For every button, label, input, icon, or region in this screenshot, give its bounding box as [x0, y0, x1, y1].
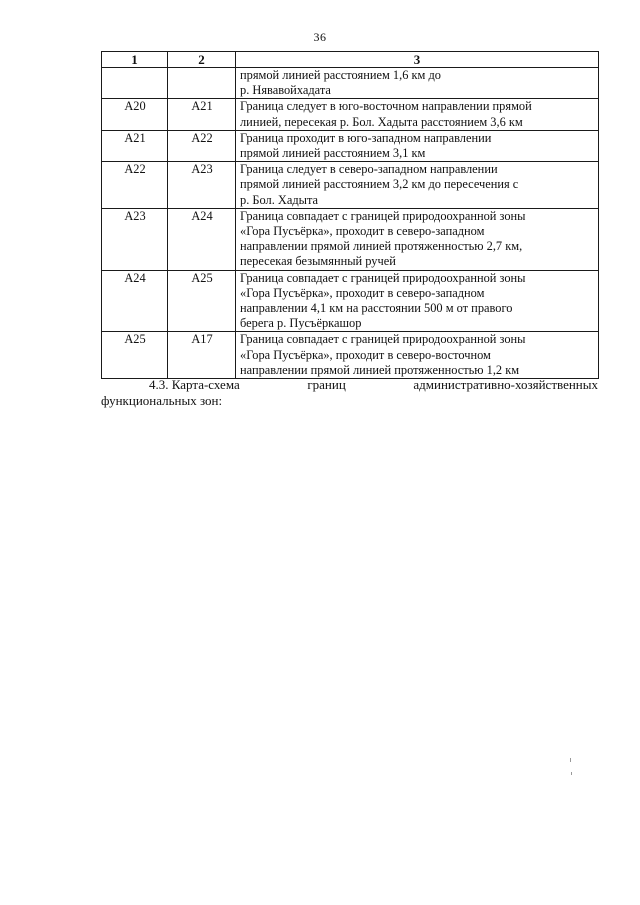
section-heading-word-3: административно-хозяйственных	[413, 377, 598, 392]
table-row	[102, 68, 599, 99]
boundary-description-cell	[236, 332, 599, 379]
description-line: Граница совпадает с границей природоохранной зоны	[240, 332, 526, 347]
description-line: р. Нявавойхадата	[240, 83, 331, 98]
table-body	[102, 68, 599, 379]
boundary-description-cell	[236, 162, 599, 209]
table-row	[102, 270, 599, 332]
page-number: 36	[313, 30, 327, 44]
boundary-description-table	[101, 51, 599, 379]
boundary-description-cell	[236, 270, 599, 332]
boundary-description-cell	[236, 130, 599, 161]
description-line: направлении 4,1 км на расстоянии 500 м от правого	[240, 301, 513, 316]
description-line: «Гора Пусъёрка», проходит в северо-западном	[240, 224, 485, 239]
description-line: прямой линией расстоянием 1,6 км до	[240, 68, 441, 82]
start-point-cell	[102, 68, 168, 99]
start-point-cell: А20	[102, 99, 168, 130]
description-line: Граница совпадает с границей природоохранной зоны	[240, 270, 526, 285]
end-point-cell: А24	[168, 208, 236, 270]
table-row	[102, 99, 599, 130]
description-line: берега р. Пусъёркашор	[240, 316, 362, 331]
description-line: прямой линией расстоянием 3,1 км	[240, 146, 426, 161]
column-header-2: 2	[168, 52, 236, 68]
description-line: «Гора Пусъёрка», проходит в северо-западном	[240, 285, 485, 300]
table-row	[102, 162, 599, 209]
description-line: Граница совпадает с границей природоохранной зоны	[240, 208, 526, 223]
column-header-3: 3	[236, 52, 599, 68]
end-point-cell: А21	[168, 99, 236, 130]
description-line: Граница следует в юго-восточном направлении прямой	[240, 99, 532, 114]
column-header-1: 1	[102, 52, 168, 68]
start-point-cell: А25	[102, 332, 168, 379]
boundary-description-cell	[236, 208, 599, 270]
description-line: направлении прямой линией протяженностью 2,7 км,	[240, 239, 523, 254]
description-line: «Гора Пусъёрка», проходит в северо-восточном	[240, 347, 491, 362]
section-heading	[101, 377, 598, 409]
end-point-cell: А22	[168, 130, 236, 161]
description-line: пересекая безымянный ручей	[240, 254, 396, 269]
boundary-description-cell	[236, 68, 599, 99]
section-heading-word-1: 4.3. Карта-схема	[149, 377, 240, 392]
description-line: линией, пересекая р. Бол. Хадыта расстоянием 3,6 км	[240, 114, 523, 129]
table-row	[102, 332, 599, 379]
end-point-cell: А25	[168, 270, 236, 332]
description-line: направлении прямой линией протяженностью 1,2 км	[240, 362, 520, 377]
scan-mark	[570, 758, 571, 762]
section-heading-word-2: границ	[307, 377, 346, 392]
section-heading-line2: функциональных зон:	[101, 393, 223, 408]
description-line: р. Бол. Хадыта	[240, 192, 319, 207]
table-row	[102, 130, 599, 161]
description-line: прямой линией расстоянием 3,2 км до пересечения с	[240, 177, 519, 192]
description-line: Граница следует в северо-западном направлении	[240, 162, 498, 177]
description-line: Граница проходит в юго-западном направлении	[240, 130, 492, 145]
section-heading-line1	[101, 377, 598, 393]
start-point-cell: А22	[102, 162, 168, 209]
start-point-cell: А21	[102, 130, 168, 161]
end-point-cell: А17	[168, 332, 236, 379]
scan-mark	[571, 772, 572, 775]
start-point-cell: А23	[102, 208, 168, 270]
boundary-description-cell	[236, 99, 599, 130]
table-header-row	[102, 52, 599, 68]
end-point-cell	[168, 68, 236, 99]
end-point-cell: А23	[168, 162, 236, 209]
start-point-cell: А24	[102, 270, 168, 332]
table-row	[102, 208, 599, 270]
